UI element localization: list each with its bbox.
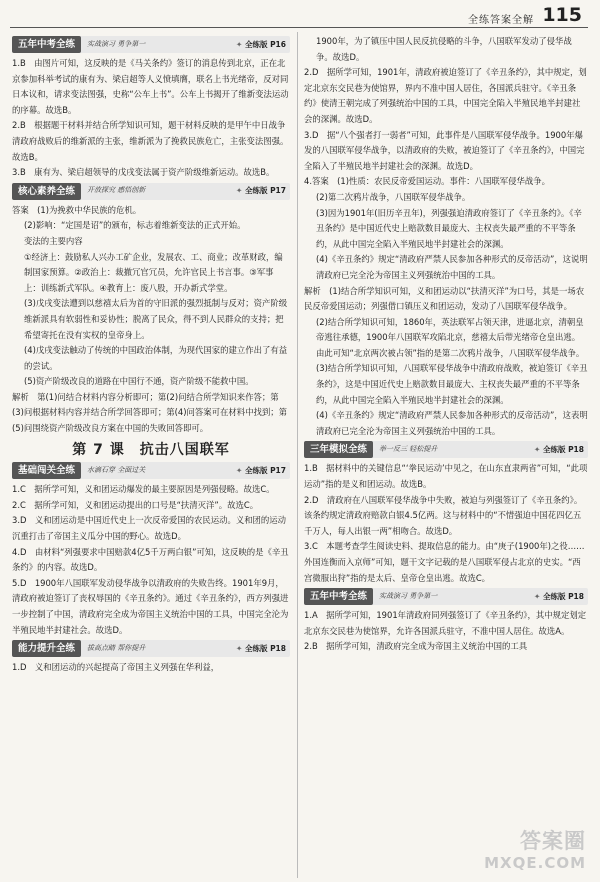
analysis-item: 解析 第(1)问结合材料内容分析即可；第(2)问结合所学知识来作答；第(3)问根据材料内容并结合所学回答即可；第(4)问答案可在材料中找到；第(5)问围绕资产阶级改良方案在中国的失败回答即可。 xyxy=(12,391,287,434)
section-slogan: 开放探究 感悟创新 xyxy=(87,186,146,195)
answer-item: 2.D 清政府在八国联军侵华战争中失败，被迫与列强签订了《辛丑条约》。该条约规定清政府赔款白银4.5亿两。这与材料中的“不惜强迫中国花四亿五千万人，每人出银一两”相吻合。故选D。 xyxy=(304,494,583,536)
answer-item: (4)戊戌变法触动了传统的中国政治体制，为现代国家的建立作出了有益的尝试。 xyxy=(24,345,288,371)
answer-item: 1.B 据材料中的关键信息“‘拳民运动’中见之，在山东直隶两省”可知，“此项运动”指的是义和团运动。故选B。 xyxy=(304,463,588,490)
right-column xyxy=(304,34,588,655)
analysis-item: (4)《辛丑条约》规定“清政府严禁人民参加各种形式的反帝活动”，这表明清政府已完全沦为帝国主义列强统治中国的工具。 xyxy=(316,410,588,436)
column-divider xyxy=(297,32,298,878)
answer-item: (4)《辛丑条约》规定“清政府严禁人民参加各种形式的反帝活动”，这说明清政府已完全沦为帝国主义列强统治中国的工具。 xyxy=(316,254,588,280)
section-tag: 能力提升全练 xyxy=(12,640,81,657)
left-column xyxy=(12,34,290,676)
section-slogan: 水滴石穿 全面过关 xyxy=(87,465,146,474)
answer-item: (3)因为1901年(旧历辛丑年)，列强强迫清政府签订了《辛丑条约》。《辛丑条约》是中国近代史上赔款数目最庞大、主权丧失最严重的不平等条约，从此中国完全陷入半殖民地半封建社会的深渊。 xyxy=(316,207,582,249)
answer-item: 3.D 据“八个强者打一弱者”可知，此事件是八国联军侵华战争。1900年爆发的八国联军侵华战争，以清政府的失败，被迫签订了《辛丑条约》，中国完全陷入了半殖民地半封建社会的深渊。故选D。 xyxy=(304,129,585,171)
answer-item: (2)第二次鸦片战争，八国联军侵华战争。 xyxy=(316,191,471,202)
answer-item: 2.C 据所学可知，义和团运动提出的口号是“扶清灭洋”。故选C。 xyxy=(12,499,259,510)
lesson-title: 第 7 课 抗击八国联军 xyxy=(72,441,230,458)
answer-item: 1.D 义和团运动的兴起提高了帝国主义列强在华利益， xyxy=(12,662,220,673)
answer-item: (3)戊戌变法遭到以慈禧太后为首的守旧派的强烈抵制与反对；资产阶级维新派具有软弱性和妥协性；脱离了民众，得不到人民群众的支持；把希望寄托在没有实权的皇帝身上。 xyxy=(24,298,288,340)
answer-item: 3.B 康有为、梁启超领导的戊戌变法属于资产阶级维新运动。故选B。 xyxy=(12,167,275,178)
watermark-text: 答案圈 xyxy=(520,829,586,853)
answer-item: 1900年，为了镇压中国人民反抗侵略的斗争，八国联军发动了侵华战争。故选D。 xyxy=(316,36,572,62)
section-tag: 五年中考全练 xyxy=(304,588,373,605)
answer-item: 1.A 据所学可知，1901年清政府同列强签订了《辛丑条约》，其中规定划定北京东交民巷为使馆界，允许各国派兵驻守，不准中国人居住。故选A。 xyxy=(304,610,587,636)
section-tag: 五年中考全练 xyxy=(12,36,81,53)
analysis-item: (3)结合所学知识可知，八国联军侵华战争中清政府战败，被迫签订《辛丑条约》，这是中国近代史上赔款数目最庞大、主权丧失最严重的不平等条约，从此中国完全陷入半殖民地半封建社会的深渊。 xyxy=(316,363,588,405)
section-page-ref: ✦ 全练版 P17 xyxy=(236,183,286,199)
section-header-five-year-exam xyxy=(12,36,290,53)
section-page-ref: ✦ 全练版 P18 xyxy=(534,442,584,458)
section-page-ref: ✦ 全练版 P16 xyxy=(236,37,286,53)
section-slogan: 举一反三 轻松提升 xyxy=(379,445,438,454)
section-tag: 三年模拟全练 xyxy=(304,441,373,458)
answer-item: 4.答案 (1)性质：农民反帝爱国运动。事件：八国联军侵华战争。 xyxy=(304,176,550,187)
answer-item: 3.C 本题考查学生阅读史料、提取信息的能力。由“庚子(1900年)之役……外国连衡而入京师”可知，题干文字记载的是八国联军侵占北京的史实。“西宫微服出狩”指的是太后、皇帝仓皇出逃。故选C。 xyxy=(304,541,585,583)
answer-item: 答案 (1)为挽救中华民族的危机。 xyxy=(12,204,142,215)
analysis-item: (2)结合所学知识可知，1860年，英法联军占领天津，进逼北京，清朝皇帝逃往承德，1900年八国联军攻陷北京，慈禧太后带光绪帝仓皇出逃。由此可知“北京两次被占领”指的是第二次鸦片战争，八国联军侵华战争。 xyxy=(316,316,585,358)
page-header xyxy=(0,0,600,30)
watermark-url: MXQE.COM xyxy=(484,854,586,872)
section-tag: 基础闯关全练 xyxy=(12,462,81,479)
answer-item: 1.C 据所学可知，义和团运动爆发的最主要原因是列强侵略。故选C。 xyxy=(12,484,275,495)
answer-item: 2.B 根据题干材料并结合所学知识可知，题干材料反映的是甲午中日战争清政府战败后的维新派的主张，维新派为了挽救民族危亡，主张变法图强。故选B。 xyxy=(12,120,289,162)
answer-item: ①经济上：鼓励私人兴办工矿企业，发展农、工、商业；改革财政，编制国家预算。②政治上：裁撤冗官冗员，允许官民上书言事。③军事上：训练新式军队。④教育上：废八股，开办新式学堂。 xyxy=(24,251,283,293)
answer-item: (2)影响：“定国是诏”的颁布，标志着维新变法的正式开始。 xyxy=(24,220,246,231)
page-number: 115 xyxy=(542,4,582,26)
section-slogan: 拔高点睛 帮你提升 xyxy=(87,643,146,652)
header-rule xyxy=(10,27,588,28)
section-page-ref: ✦ 全练版 P18 xyxy=(236,641,286,657)
answer-item: (5)资产阶级改良的道路在中国行不通，资产阶级不能救中国。 xyxy=(24,376,254,387)
section-page-ref: ✦ 全练版 P17 xyxy=(236,463,286,479)
section-tag: 核心素养全练 xyxy=(12,183,81,200)
answer-item: 1.B 由图片可知，这反映的是《马关条约》签订的消息传到北京，正在北京参加科举考试的康有为、梁启超等人义愤填膺，联名上书光绪帝，反对同日本议和，请求变法图强，史称“公车上书”。公车上书揭开了维新变法运动的序幕。故选B。 xyxy=(12,58,289,115)
section-page-ref: ✦ 全练版 P18 xyxy=(534,589,584,605)
section-header-core-literacy xyxy=(12,183,290,200)
header-title: 全练答案全解 xyxy=(468,15,534,26)
answer-item: 3.D 义和团运动是中国近代史上一次反帝爱国的农民运动。义和团的运动沉重打击了帝国主义瓜分中国的野心。故选D。 xyxy=(12,515,287,542)
answer-item: 5.D 1900年八国联军发动侵华战争以清政府的失败告终。1901年9月，清政府被迫签订了丧权辱国的《辛丑条约》。通过《辛丑条约》，西方列强进一步控制了中国，清政府完全成为帝国主义统治中国的工具，中国完全沦为半殖民地半封建社会。故选D。 xyxy=(12,577,289,635)
section-slogan: 实战演习 勇争第一 xyxy=(379,591,438,600)
section-header-ability xyxy=(12,640,290,657)
section-header-basic xyxy=(12,462,290,479)
analysis-item: 解析 (1)结合所学知识可知，义和团运动以“扶清灭洋”为口号，其是一场农民反帝爱国运动；列强借口镇压义和团运动，发动了八国联军侵华战争。 xyxy=(304,285,585,312)
answer-item: 2.D 据所学可知，1901年，清政府被迫签订了《辛丑条约》，其中规定，划定北京东交民巷为使馆界，界内不准中国人居住，各国派兵驻守。《辛丑条约》使清王朝完成了列强统治中国的工具，中国完全陷入半殖民地半封建社会的深渊。故选D。 xyxy=(304,67,587,124)
section-header-three-year-mock xyxy=(304,441,588,458)
answer-item: 4.D 由材料“列强要求中国赔款4亿5千万两白银”可知，这反映的是《辛丑条约》的内容。故选D。 xyxy=(12,546,289,573)
section-slogan: 实战演习 勇争第一 xyxy=(87,39,146,48)
answer-item: 2.B 据所学可知，清政府完全成为帝国主义统治中国的工具 xyxy=(304,641,528,652)
watermark-logo xyxy=(484,830,586,874)
answer-item: 变法的主要内容 xyxy=(24,235,83,246)
section-header-five-year-exam-2 xyxy=(304,588,588,605)
